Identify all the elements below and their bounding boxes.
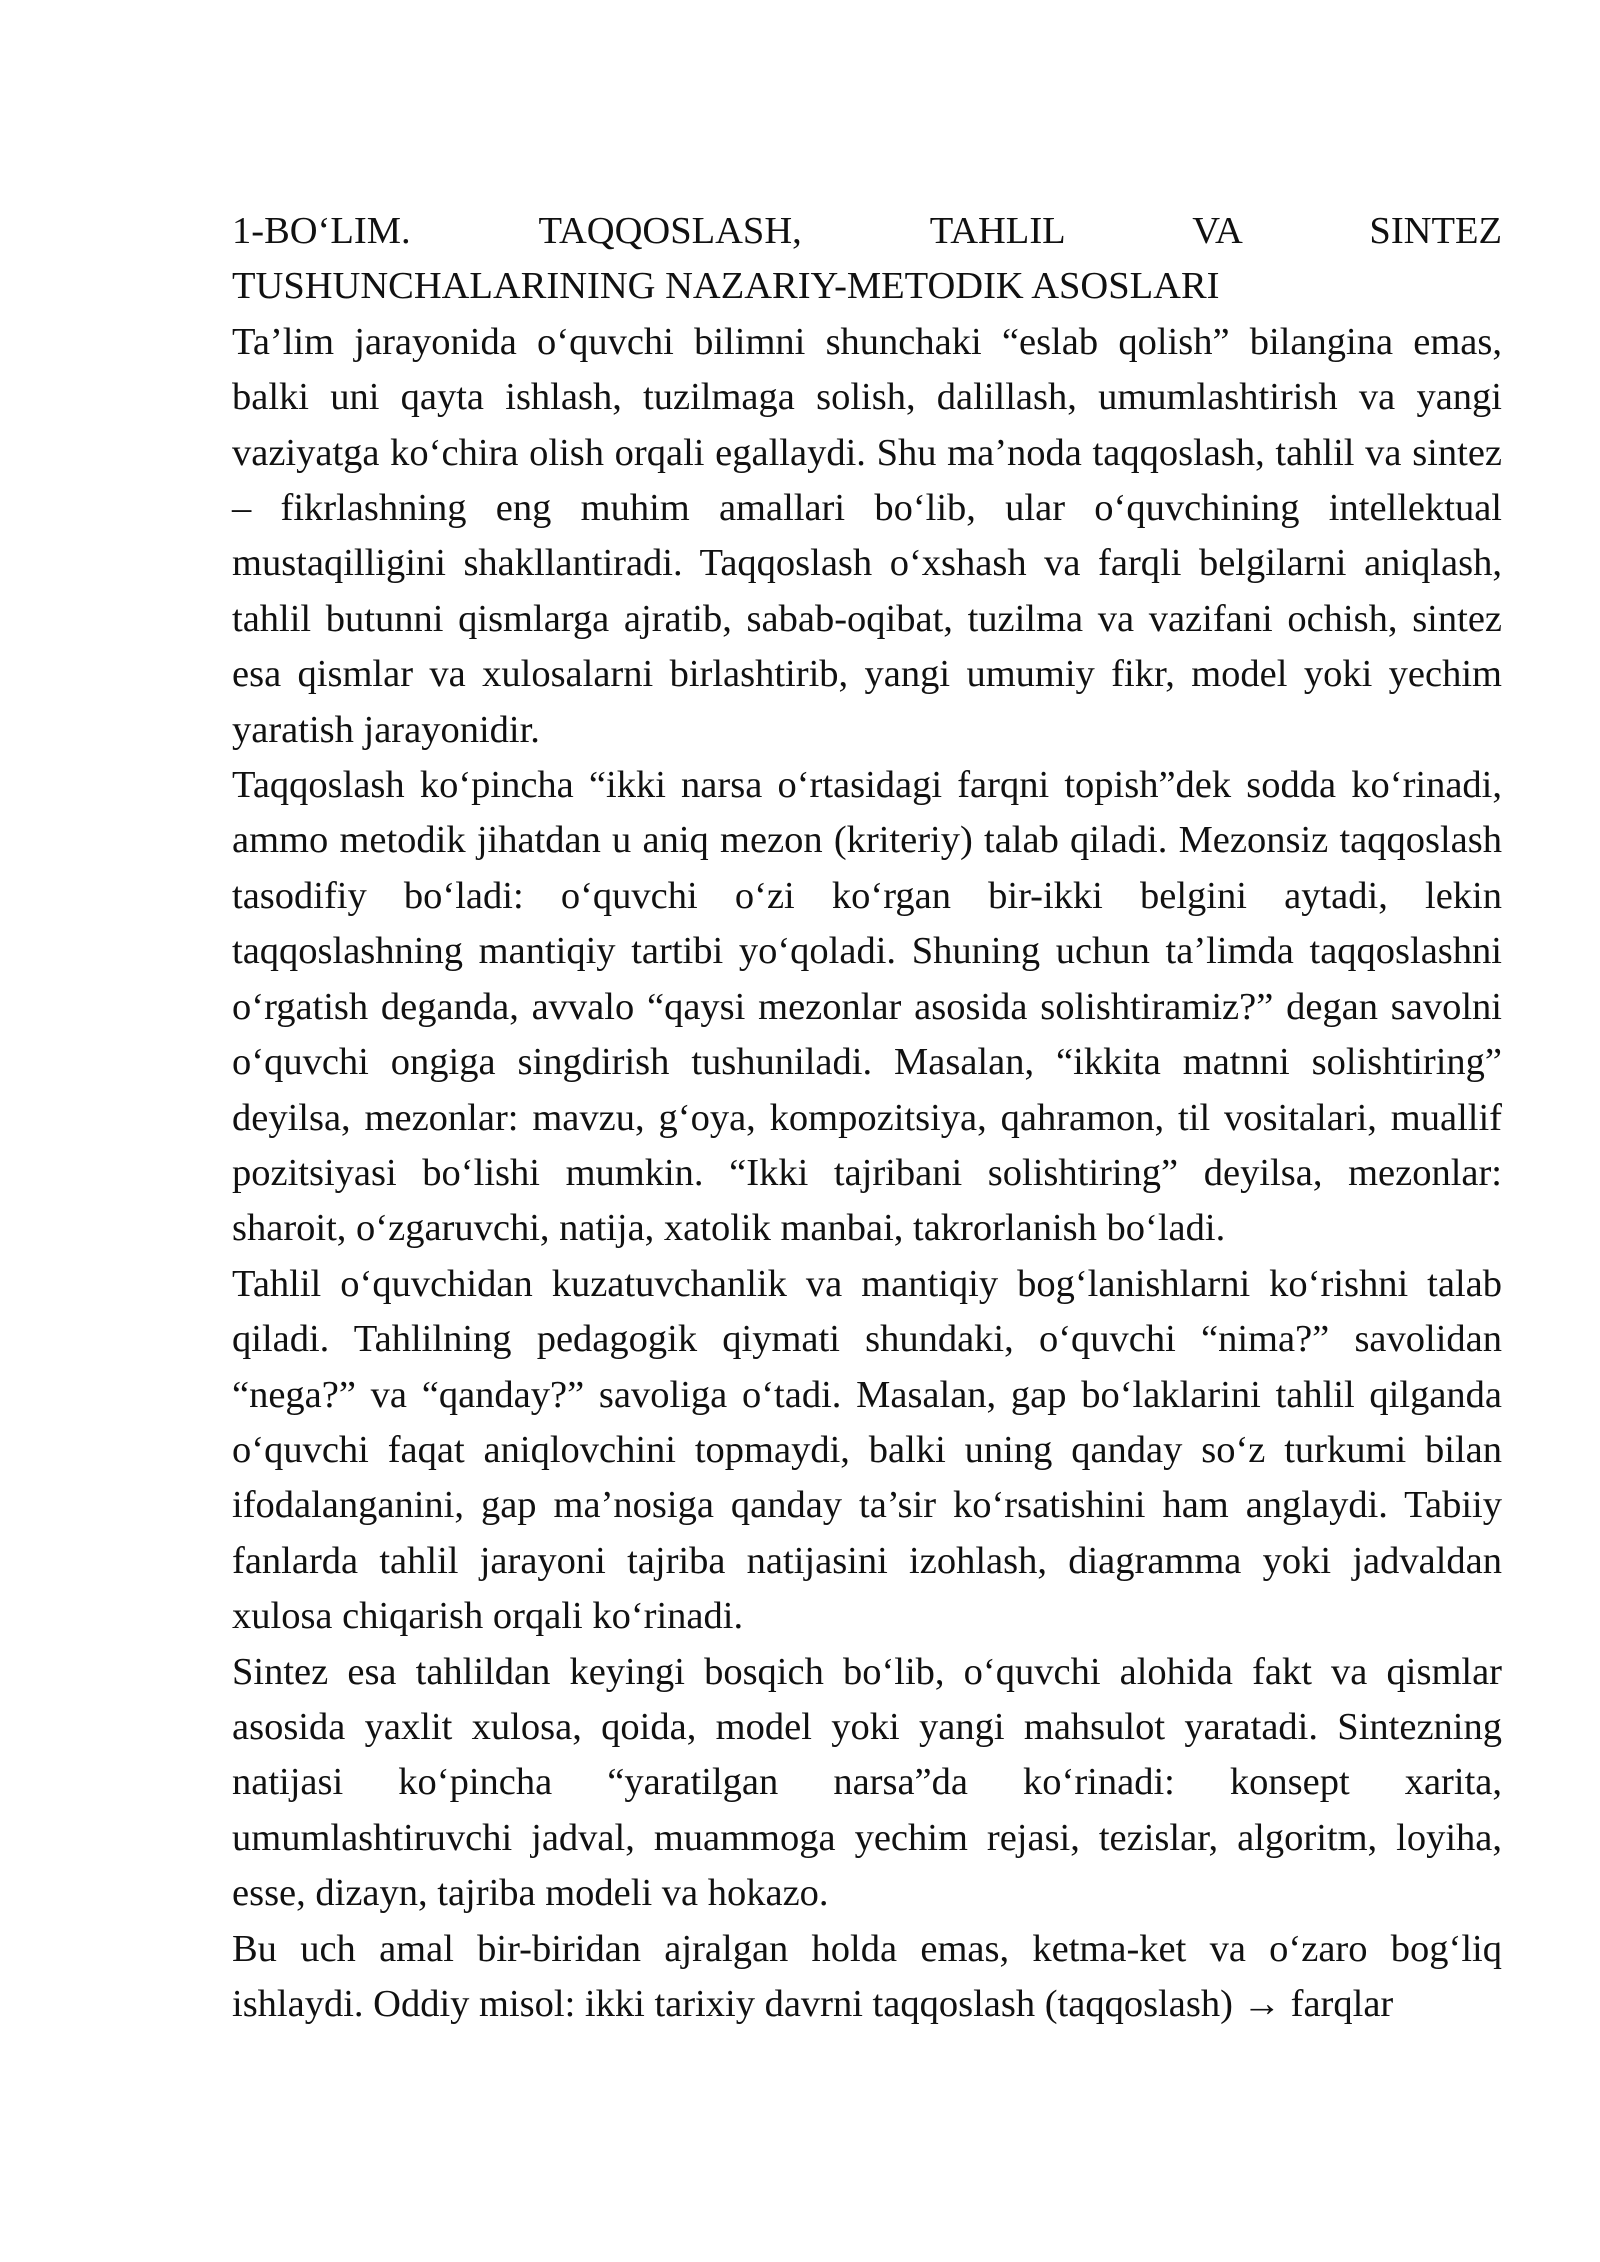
section-heading bbox=[232, 204, 1502, 315]
document-page bbox=[232, 204, 1502, 2032]
paragraph-analysis: Tahlil o‘quvchidan kuzatuvchanlik va mantiqiy bog‘lanishlarni ko‘rishni talab qiladi. Tahlilning pedagogik qiymati shundaki, o‘quvchi “nima?” savolidan “nega?” va “qanday?” savoliga o‘tadi. Masalan, gap bo‘laklarini tahlil qilganda o‘quvchi faqat aniqlovchini topmaydi, balki uning qanday so‘z turkumi bilan ifodalanganini, gap ma’nosiga qanday ta’sir ko‘rsatishini ham anglaydi. Tabiiy fanlarda tahlil jarayoni tajriba natijasini izohlash, diagramma yoki jadvaldan xulosa chiqarish orqali ko‘rinadi. bbox=[232, 1262, 1502, 1638]
paragraph-synthesis: Sintez esa tahlildan keyingi bosqich bo‘lib, o‘quvchi alohida fakt va qismlar asosida yaxlit xulosa, qoida, model yoki yangi mahsulot yaratadi. Sintezning natijasi ko‘pincha “yaratilgan narsa”da ko‘rinadi: konsept xarita, umumlashtiruvchi jadval, muammoga yechim rejasi, tezislar, algoritm, loyiha, esse, dizayn, tajriba modeli va hokazo. bbox=[232, 1650, 1502, 1915]
section-heading-line-2: TUSHUNCHALARINING NAZARIY-METODIK ASOSLARI bbox=[232, 265, 1220, 308]
section-heading-line-1: 1-BO‘LIM. TAQQOSLASH, TAHLIL VA SINTEZ bbox=[232, 210, 1502, 252]
paragraph-comparison: Taqqoslash ko‘pincha “ikki narsa o‘rtasidagi farqni topish”dek sodda ko‘rinadi, ammo metodik jihatdan u aniq mezon (kriteriy) talab qiladi. Mezonsiz taqqoslash tasodifiy bo‘ladi: o‘quvchi o‘zi ko‘rgan bir-ikki belgini aytadi, lekin taqqoslashning mantiqiy tartibi yo‘qoladi. Shuning uchun ta’limda taqqoslashni o‘rgatish deganda, avvalo “qaysi mezonlar asosida solishtiramiz?” degan savolni o‘quvchi ongiga singdirish tushuniladi. Masalan, “ikkita matnni solishtiring” deyilsa, mezonlar: mavzu, g‘oya, kompozitsiya, qahramon, til vositalari, muallif pozitsiyasi bo‘lishi mumkin. “Ikki tajribani solishtiring” deyilsa, mezonlar: sharoit, o‘zgaruvchi, natija, xatolik manbai, takrorlanish bo‘ladi. bbox=[232, 764, 1502, 1250]
paragraph-relation: Bu uch amal bir-biridan ajralgan holda emas, ketma-ket va o‘zaro bog‘liq ishlaydi. Oddiy misol: ikki tarixiy davrni taqqoslash (taqqoslash) → farqlar bbox=[232, 1927, 1502, 2025]
paragraph-intro: Ta’lim jarayonida o‘quvchi bilimni shunchaki “eslab qolish” bilangina emas, balki uni qayta ishlash, tuzilmaga solish, dalillash, umumlashtirish va yangi vaziyatga ko‘chira olish orqali egallaydi. Shu ma’noda taqqoslash, tahlil va sintez – fikrlashning eng muhim amallari bo‘lib, ular o‘quvchining intellektual mustaqilligini shakllantiradi. Taqqoslash o‘xshash va farqli belgilarni aniqlash, tahlil butunni qismlarga ajratib, sabab-oqibat, tuzilma va vazifani ochish, sintez esa qismlar va xulosalarni birlashtirib, yangi umumiy fikr, model yoki yechim yaratish jarayonidir. bbox=[232, 320, 1502, 751]
